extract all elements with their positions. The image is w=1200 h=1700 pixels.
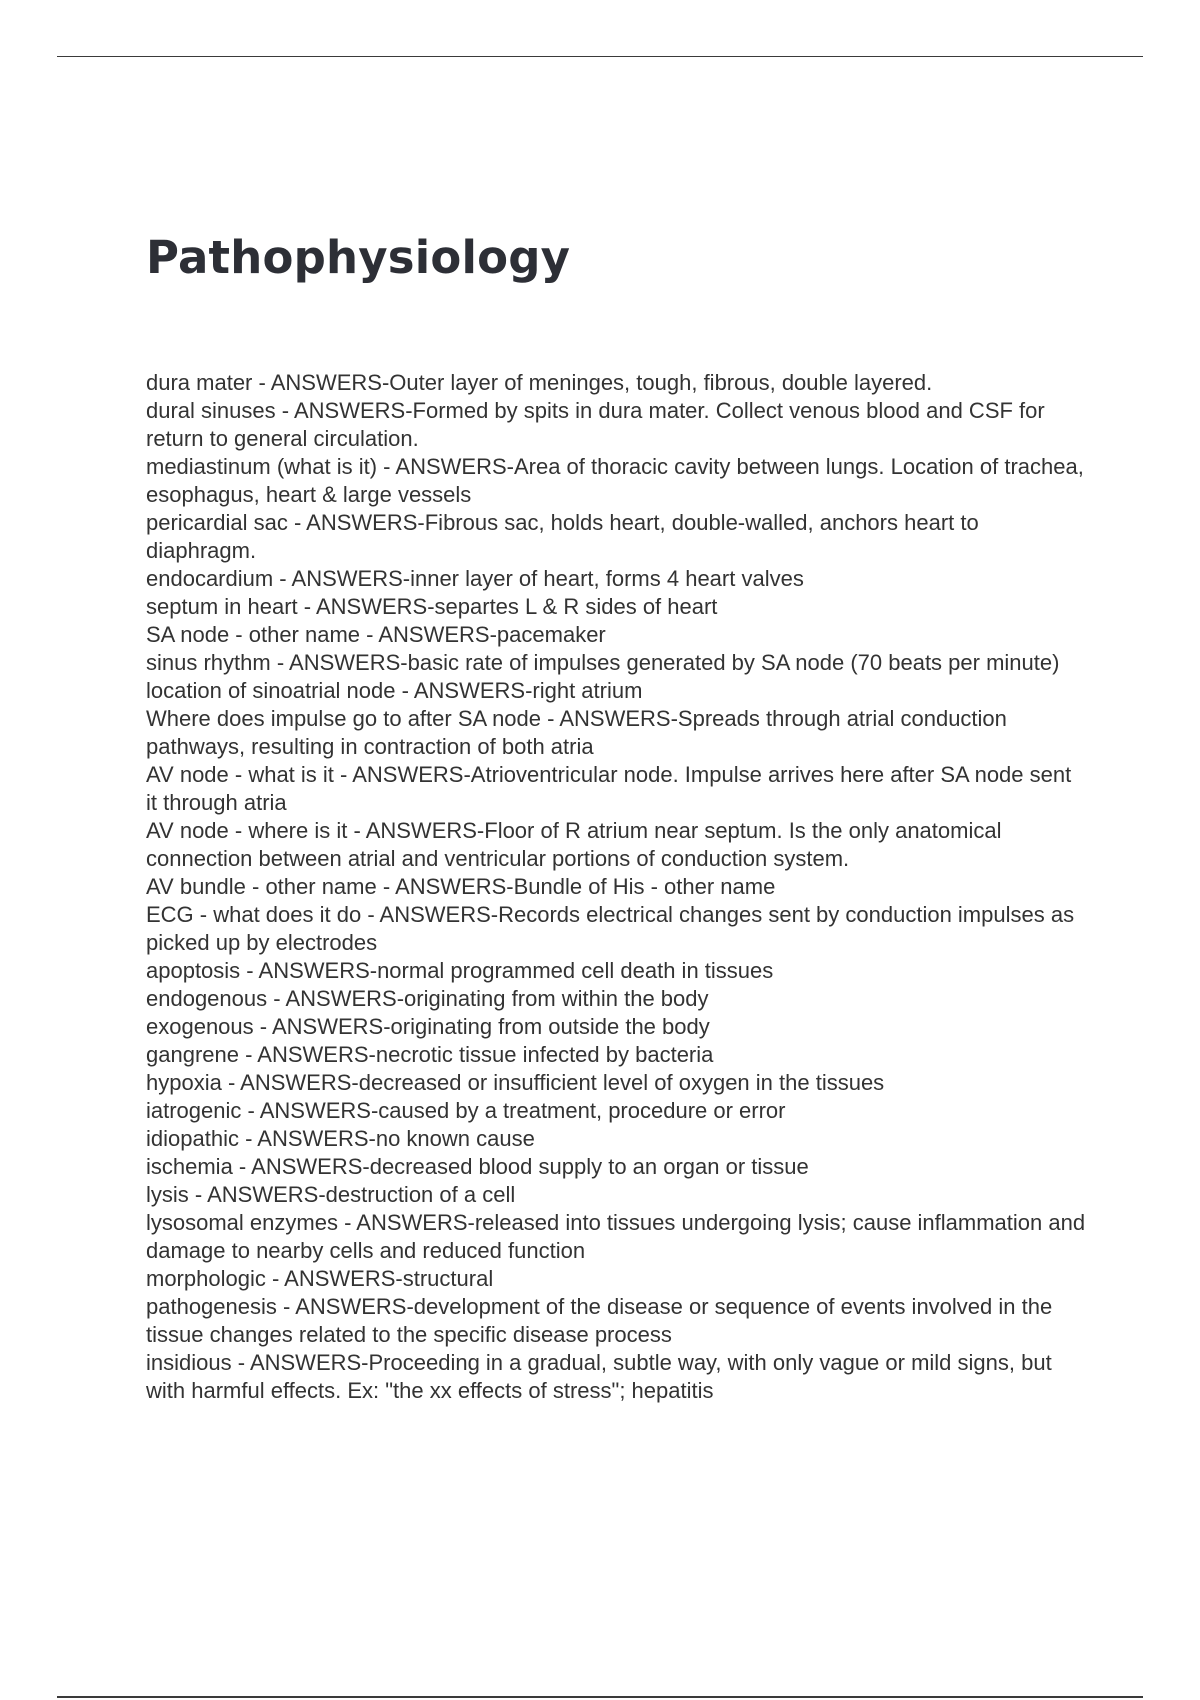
list-item: pathogenesis - ANSWERS-development of the disease or sequence of events involved in the tissue changes related to the specific disease process bbox=[146, 1294, 1053, 1347]
list-item: AV node - what is it - ANSWERS-Atrioventricular node. Impulse arrives here after SA node sent it through atria bbox=[146, 762, 1072, 815]
list-item: location of sinoatrial node - ANSWERS-right atrium bbox=[146, 678, 643, 703]
bottom-rule bbox=[57, 1696, 1143, 1698]
list-item: endocardium - ANSWERS-inner layer of heart, forms 4 heart valves bbox=[146, 566, 804, 591]
list-item: endogenous - ANSWERS-originating from within the body bbox=[146, 986, 709, 1011]
list-item: hypoxia - ANSWERS-decreased or insufficient level of oxygen in the tissues bbox=[146, 1070, 885, 1095]
page-title: Pathophysiology bbox=[146, 231, 571, 284]
list-item: Where does impulse go to after SA node - ANSWERS-Spreads through atrial conduction pathways, resulting in contraction of both atria bbox=[146, 706, 1007, 759]
list-item: dural sinuses - ANSWERS-Formed by spits in dura mater. Collect venous blood and CSF for return to general circulation. bbox=[146, 398, 1045, 451]
list-item: AV node - where is it - ANSWERS-Floor of R atrium near septum. Is the only anatomical connection between atrial and ventricular portions of conduction system. bbox=[146, 818, 1002, 871]
list-item: insidious - ANSWERS-Proceeding in a gradual, subtle way, with only vague or mild signs, but with harmful effects. Ex: "the xx effects of stress"; hepatitis bbox=[146, 1350, 1052, 1403]
list-item: mediastinum (what is it) - ANSWERS-Area of thoracic cavity between lungs. Location of trachea, esophagus, heart & large vessels bbox=[146, 454, 1084, 507]
list-item: exogenous - ANSWERS-originating from outside the body bbox=[146, 1014, 710, 1039]
list-item: ECG - what does it do - ANSWERS-Records electrical changes sent by conduction impulses as picked up by electrodes bbox=[146, 902, 1075, 955]
list-item: gangrene - ANSWERS-necrotic tissue infected by bacteria bbox=[146, 1042, 714, 1067]
document-body bbox=[146, 369, 1086, 1405]
list-item: septum in heart - ANSWERS-separtes L & R sides of heart bbox=[146, 594, 718, 619]
list-item: sinus rhythm - ANSWERS-basic rate of impulses generated by SA node (70 beats per minute) bbox=[146, 650, 1060, 675]
list-item: ischemia - ANSWERS-decreased blood supply to an organ or tissue bbox=[146, 1154, 809, 1179]
list-item: idiopathic - ANSWERS-no known cause bbox=[146, 1126, 535, 1151]
list-item: pericardial sac - ANSWERS-Fibrous sac, holds heart, double-walled, anchors heart to diaphragm. bbox=[146, 510, 979, 563]
list-item: SA node - other name - ANSWERS-pacemaker bbox=[146, 622, 606, 647]
list-item: AV bundle - other name - ANSWERS-Bundle of His - other name bbox=[146, 874, 776, 899]
list-item: morphologic - ANSWERS-structural bbox=[146, 1266, 494, 1291]
list-item: lysosomal enzymes - ANSWERS-released into tissues undergoing lysis; cause inflammation and damage to nearby cells and reduced function bbox=[146, 1210, 1086, 1263]
list-item: iatrogenic - ANSWERS-caused by a treatment, procedure or error bbox=[146, 1098, 786, 1123]
list-item: lysis - ANSWERS-destruction of a cell bbox=[146, 1182, 516, 1207]
top-rule bbox=[57, 56, 1143, 57]
list-item: dura mater - ANSWERS-Outer layer of meninges, tough, fibrous, double layered. bbox=[146, 370, 933, 395]
list-item: apoptosis - ANSWERS-normal programmed cell death in tissues bbox=[146, 958, 774, 983]
